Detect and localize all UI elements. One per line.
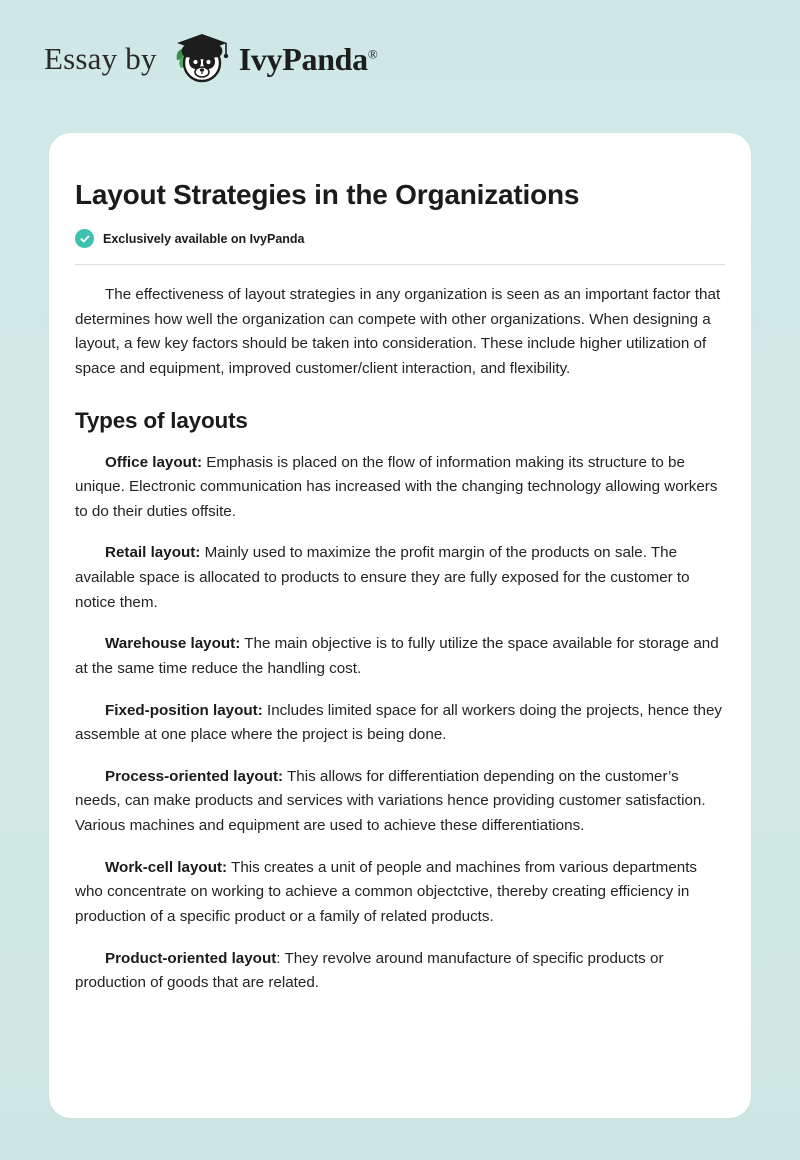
- layout-lead: Work-cell layout:: [105, 858, 228, 876]
- layout-text: This creates a unit of people and machines from various departments who concentrate on working to achieve a common objectctive, thereby creating efficiency in production of a specific product or a family of related products.: [75, 858, 698, 925]
- check-circle-icon: [75, 229, 94, 248]
- layout-text: Emphasis is placed on the flow of information making its structure to be unique. Electronic communication has increased with the changing technology allowing workers to do their duties offsite.: [75, 453, 718, 520]
- layout-text: Mainly used to maximize the profit margin of the products on sale. The available space is allocated to products to ensure they are fully exposed for the customer to notice them.: [75, 544, 690, 611]
- section-heading-types-of-layouts: Types of layouts: [75, 407, 248, 433]
- brand-name: [239, 41, 378, 78]
- layout-lead: Office layout:: [105, 453, 203, 471]
- layout-text: : They revolve around manufacture of specific products or production of goods that are related.: [75, 949, 664, 992]
- exclusive-badge: [75, 229, 725, 248]
- layout-lead: Process-oriented layout:: [105, 767, 284, 785]
- layout-lead: Retail layout:: [105, 544, 201, 562]
- exclusive-badge-label: Exclusively available on IvyPanda: [103, 231, 305, 246]
- layout-text: Includes limited space for all workers doing the projects, hence they assemble at one place where the project is being done.: [75, 701, 723, 744]
- layout-paragraph: [75, 765, 725, 839]
- layout-lead: Warehouse layout:: [105, 635, 241, 653]
- layout-paragraph: [75, 947, 725, 996]
- layout-lead: Product-oriented layout: [105, 949, 277, 967]
- panda-graduate-icon: [171, 30, 233, 88]
- layout-paragraph: [75, 856, 725, 930]
- layout-lead: Fixed-position layout:: [105, 701, 263, 719]
- layout-paragraph: [75, 632, 725, 681]
- brand-name-text: IvyPanda: [238, 40, 368, 77]
- header-divider: [75, 264, 725, 265]
- layout-paragraph: [75, 541, 725, 615]
- layout-paragraph: [75, 451, 725, 525]
- brand-logo[interactable]: [171, 30, 378, 88]
- site-header: [0, 0, 800, 80]
- layout-text: This allows for differentiation depending on the customer’s needs, can make products and services with variations hence providing customer satisfaction. Various machines and equipment are used to achieve these differentiations.: [75, 767, 706, 834]
- layout-text: The main objective is to fully utilize the space available for storage and at the same time reduce the handling cost.: [75, 635, 719, 677]
- layout-paragraph: [75, 699, 725, 748]
- document-card: [49, 133, 751, 1118]
- page-title: Layout Strategies in the Organizations: [75, 179, 580, 210]
- essay-by-label: Essay by: [44, 41, 157, 76]
- brand-registered-mark: ®: [367, 45, 378, 61]
- intro-paragraph: The effectiveness of layout strategies in any organization is seen as an important factor that determines how well the organization can compete with other organizations. When designing a layout, a few key factors should be taken into consideration. These include higher utilization of space and equipment, improved customer/client interaction, and flexibility.: [75, 286, 721, 377]
